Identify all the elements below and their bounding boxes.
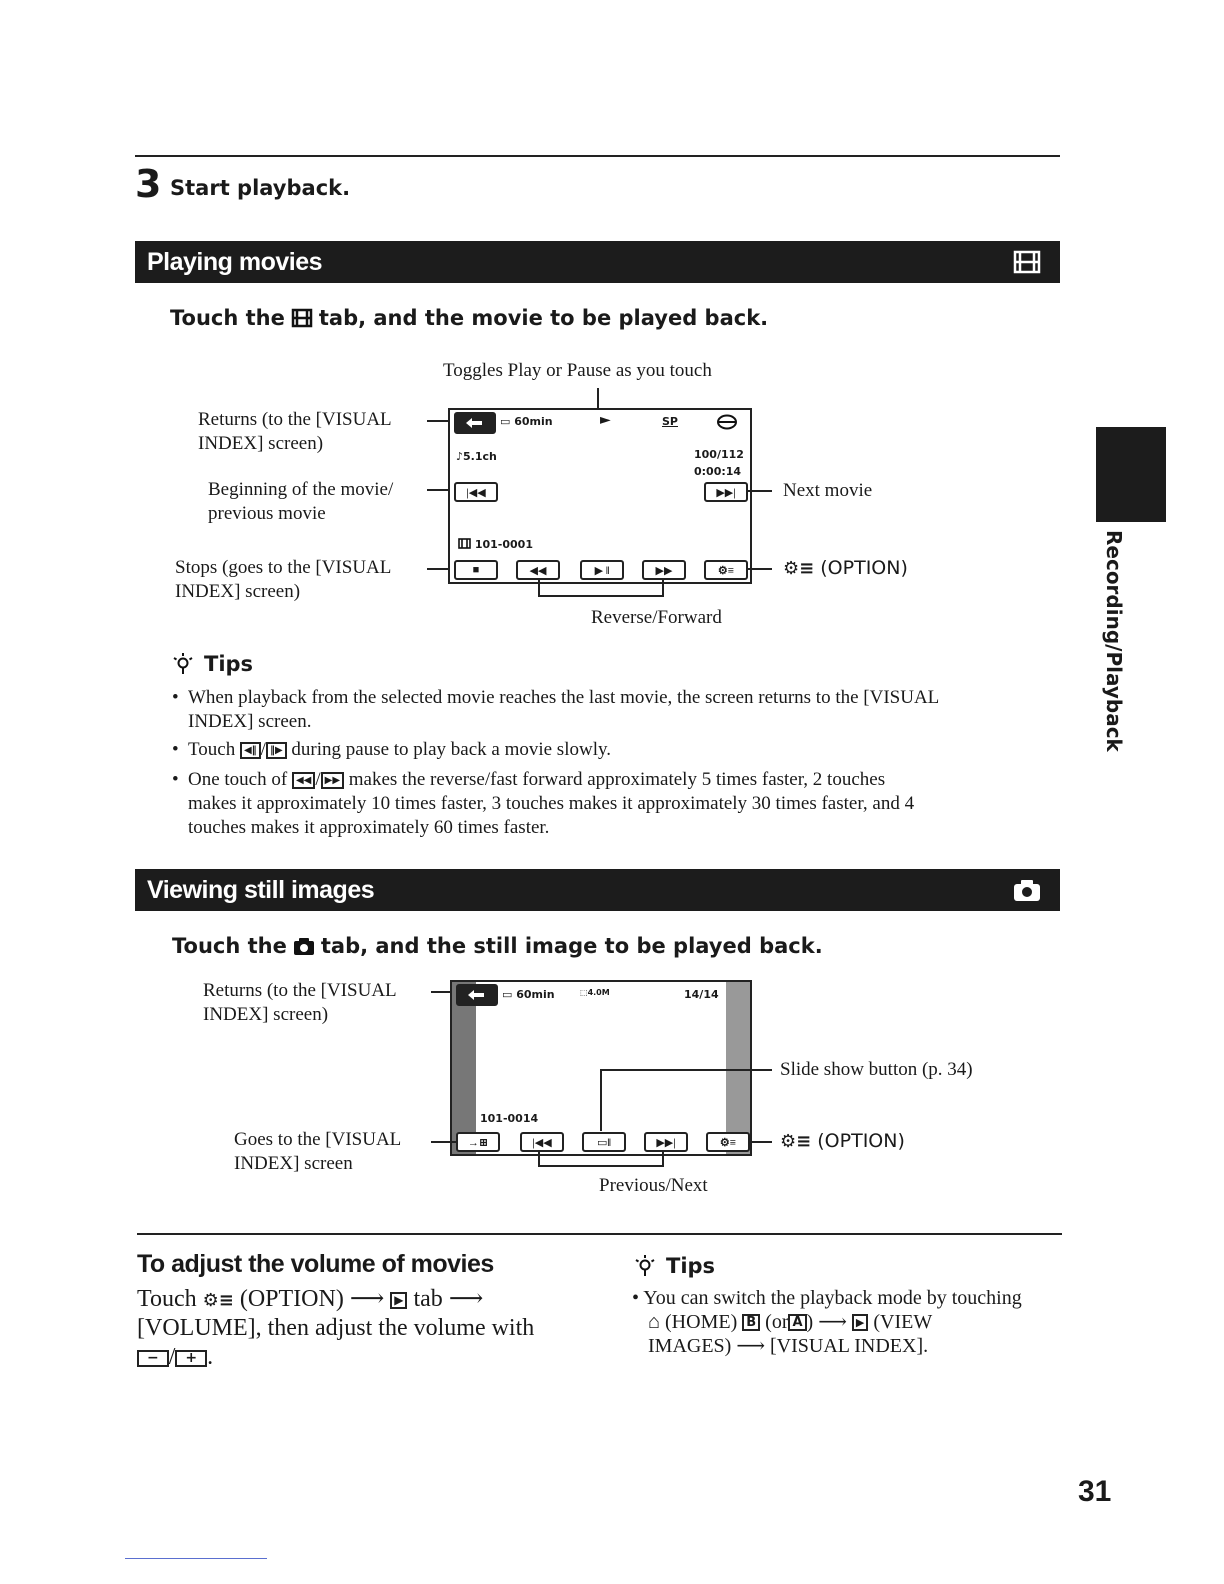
tip-3-suffix: makes the reverse/fast forward approximately 5 times faster, 2 touches <box>348 769 886 790</box>
movies-instruction <box>170 306 768 330</box>
tips2-view: (VIEW <box>873 1311 933 1333</box>
return-button[interactable] <box>454 412 496 434</box>
tip-1-line2: INDEX] screen. <box>188 711 312 732</box>
arrow-icon: ⟶ <box>349 1286 385 1312</box>
image-size-value: 4.0M <box>587 988 610 997</box>
slide-show-leader-horizontal <box>600 1069 772 1071</box>
stops-callout-line2: INDEX] screen) <box>175 581 301 602</box>
bullet: • <box>172 687 179 708</box>
goes-leader-line <box>431 1141 457 1143</box>
movies-instruction-prefix: Touch the <box>170 306 285 330</box>
volume-line2: [VOLUME], then adjust the volume with <box>137 1315 535 1341</box>
tip-1 <box>172 686 940 734</box>
file-indicator <box>458 538 533 551</box>
stills-instruction-suffix: tab, and the still image to be played back. <box>320 934 823 958</box>
bullet: • <box>172 739 179 760</box>
media-icon <box>716 414 738 430</box>
still-return-button[interactable] <box>456 984 498 1006</box>
still-option-callout-text: (OPTION) <box>817 1130 905 1152</box>
tips2-line2: ⌂ (HOME) B (or A ) ⟶ ▶ (VIEW <box>648 1311 933 1333</box>
slide-show-leader-vertical <box>600 1069 602 1131</box>
view-images-icon: ▶ <box>852 1314 868 1331</box>
battery-value: 60min <box>514 415 553 428</box>
tip-3-line2: makes it approximately 10 times faster, 3 touches makes it approximately 30 times faster, and 4 <box>188 793 915 814</box>
goes-callout-line1: Goes to the [VISUAL <box>234 1129 402 1150</box>
reverse-forward-bracket-right <box>662 578 664 597</box>
slide-show-callout: Slide show button (p. 34) <box>780 1059 973 1080</box>
option-icon: ⚙≡ <box>202 1290 234 1311</box>
movie-lcd-screen <box>448 408 752 584</box>
stills-banner-title: Viewing still images <box>147 875 375 904</box>
forward-button[interactable]: ▶▶ <box>642 560 686 580</box>
time-indicator: 0:00:14 <box>694 465 742 478</box>
bullet: • <box>172 769 179 790</box>
image-size-indicator: ⬚4.0M <box>580 988 610 997</box>
option-icon: ⚙≡ <box>783 558 815 579</box>
tips-heading <box>172 652 253 676</box>
tip-2-suffix: during pause to play back a movie slowly. <box>291 739 611 760</box>
counter-indicator: 100/112 <box>694 448 744 461</box>
play-pause-button[interactable]: ▶ ‖ <box>580 560 624 580</box>
play-indicator: ► <box>600 412 611 428</box>
tip-1-line1: When playback from the selected movie reaches the last movie, the screen returns to the [VISUAL <box>188 687 940 708</box>
file-value: 101-0001 <box>474 538 533 551</box>
still-option-callout <box>780 1129 905 1154</box>
film-icon <box>1012 249 1042 275</box>
still-file-indicator: 101-0014 <box>480 1112 539 1125</box>
footer-line <box>125 1558 267 1559</box>
volume-touch: Touch <box>137 1286 197 1312</box>
tips2-images: IMAGES) <box>648 1335 732 1357</box>
slow-reverse-icon: ◀‖ <box>240 742 261 759</box>
movies-banner <box>135 241 1060 283</box>
audio-indicator: ♪5.1ch <box>456 450 497 463</box>
prev-next-bracket-bottom <box>538 1165 664 1167</box>
toggle-play-pause-callout: Toggles Play or Pause as you touch <box>443 360 712 381</box>
section-side-label: Recording/Playback <box>1102 530 1126 752</box>
mode-indicator: SP <box>662 415 678 428</box>
next-movie-callout: Next movie <box>783 480 873 501</box>
tips2-line1-text: You can switch the playback mode by touching <box>643 1287 1022 1309</box>
returns-callout-line1: Returns (to the [VISUAL <box>198 409 392 430</box>
section-side-tab <box>1096 427 1166 522</box>
prev-next-bracket-left <box>538 1150 540 1166</box>
return-arrow-icon <box>464 417 486 429</box>
camera-icon <box>1012 877 1042 903</box>
playback-tab-icon: ▶ <box>390 1292 407 1309</box>
tip-3: • One touch of ◀◀ / ▶▶ makes the reverse/fast forward approximately 5 times faster, 2 touches makes it approximately 10 times faster, 3 touches makes it approximately 30 times faster, and 4 touches makes it approximately 60 times faster. <box>172 769 915 838</box>
returns-callout-line2: INDEX] screen) <box>198 433 324 454</box>
option-icon: ⚙≡ <box>780 1131 812 1152</box>
step-text: Start playback. <box>170 176 351 200</box>
slow-forward-icon: ‖▶ <box>266 742 287 759</box>
stills-banner <box>135 869 1060 911</box>
volume-plus-icon: + <box>175 1350 207 1367</box>
volume-option: (OPTION) <box>239 1286 344 1312</box>
movies-banner-title: Playing movies <box>147 247 323 276</box>
lightbulb-icon <box>634 1254 656 1278</box>
audio-value: 5.1ch <box>463 450 497 463</box>
forward-icon: ▶▶ <box>321 772 344 789</box>
next-image-button[interactable]: ▶▶| <box>644 1132 688 1152</box>
a-button-icon: A <box>788 1314 806 1331</box>
tips2-line1 <box>632 1286 1022 1310</box>
arrow-icon: ⟶ <box>736 1335 766 1357</box>
home-icon: ⌂ <box>648 1311 661 1333</box>
goes-callout-line2: INDEX] screen <box>234 1153 353 1174</box>
b-button-icon: B <box>742 1314 760 1331</box>
volume-minus-icon: − <box>137 1350 169 1367</box>
volume-line1 <box>137 1285 483 1315</box>
bullet: • <box>632 1287 640 1309</box>
still-battery-indicator: ▭ 60min <box>502 988 555 1001</box>
film-small-icon <box>458 538 471 549</box>
bottom-rule <box>137 1233 1062 1235</box>
volume-heading: To adjust the volume of movies <box>137 1250 494 1278</box>
tip-3-prefix: One touch of <box>188 769 288 790</box>
step-number: 3 <box>135 162 162 206</box>
previous-movie-button[interactable]: |◀◀ <box>454 482 498 502</box>
beginning-callout-line1: Beginning of the movie/ <box>208 479 394 500</box>
tips2-heading <box>634 1254 715 1278</box>
option-callout <box>783 556 908 581</box>
tips-heading-text: Tips <box>204 652 254 676</box>
slide-show-button[interactable]: ▭‖ <box>582 1132 626 1152</box>
previous-image-button[interactable]: |◀◀ <box>520 1132 564 1152</box>
tip-3-line3: touches makes it approximately 60 times faster. <box>188 817 550 838</box>
page-number: 31 <box>1078 1475 1112 1508</box>
tip-2: • Touch ◀‖ / ‖▶ during pause to play back a movie slowly. <box>172 739 611 760</box>
reverse-icon: ◀◀ <box>292 772 315 789</box>
next-movie-button[interactable]: ▶▶| <box>704 482 748 502</box>
still-option-leader-line <box>748 1141 772 1143</box>
tips2-visual-index: [VISUAL INDEX]. <box>770 1335 929 1357</box>
volume-line3: − / + . <box>137 1343 213 1372</box>
tips2-heading-text: Tips <box>666 1254 716 1278</box>
reverse-button[interactable]: ◀◀ <box>516 560 560 580</box>
still-battery-value: 60min <box>516 988 555 1001</box>
reverse-forward-bracket-bottom <box>538 595 664 597</box>
stills-returns-callout-line2: INDEX] screen) <box>203 1004 329 1025</box>
arrow-icon: ⟶ <box>448 1286 484 1312</box>
camera-tab-icon <box>293 936 315 956</box>
prev-next-bracket-right <box>662 1150 664 1167</box>
still-counter-indicator: 14/14 <box>684 988 719 1001</box>
volume-tab: tab <box>413 1286 443 1312</box>
tips2-or: (or <box>765 1311 789 1333</box>
beginning-callout-line2: previous movie <box>208 503 326 524</box>
tip-2-prefix: Touch <box>188 739 236 760</box>
top-rule <box>135 155 1060 157</box>
option-button[interactable]: ⚙≡ <box>704 560 748 580</box>
tips2-home: (HOME) <box>665 1311 738 1333</box>
stills-instruction-prefix: Touch the <box>172 934 287 958</box>
stops-callout-line1: Stops (goes to the [VISUAL <box>175 557 392 578</box>
index-button[interactable]: →⊞ <box>456 1132 500 1152</box>
previous-next-callout: Previous/Next <box>599 1175 708 1196</box>
tips2-line3 <box>648 1334 928 1358</box>
reverse-forward-callout: Reverse/Forward <box>591 607 722 628</box>
option-leader-line <box>748 568 772 570</box>
movies-instruction-suffix: tab, and the movie to be played back. <box>318 306 769 330</box>
film-tab-icon <box>291 308 313 328</box>
stills-returns-callout-line1: Returns (to the [VISUAL <box>203 980 397 1001</box>
battery-indicator: ▭ 60min <box>500 415 553 428</box>
arrow-icon: ⟶ <box>818 1311 847 1333</box>
lightbulb-icon <box>172 652 194 676</box>
next-movie-leader-line <box>748 490 772 492</box>
reverse-forward-bracket-left <box>538 578 540 596</box>
still-option-button[interactable]: ⚙≡ <box>706 1132 750 1152</box>
option-callout-text: (OPTION) <box>820 557 908 579</box>
stop-button[interactable]: ■ <box>454 560 498 580</box>
return-arrow-icon <box>466 989 488 1001</box>
stills-instruction <box>172 934 823 958</box>
